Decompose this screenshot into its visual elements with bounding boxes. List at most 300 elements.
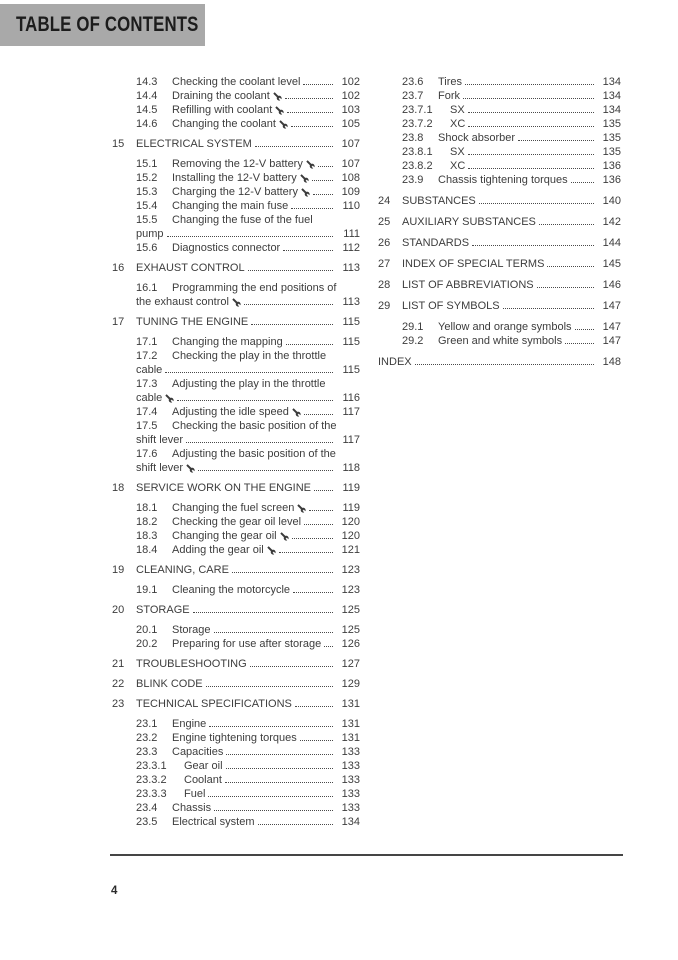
entry-number: 14.3 (136, 76, 158, 88)
entry-number: 15 (112, 138, 125, 150)
toc-entry (112, 199, 360, 213)
entry-number: 23.4 (136, 802, 158, 814)
page-ref: 126 (341, 638, 360, 650)
page-ref: 123 (341, 584, 360, 596)
toc-entry-line (378, 145, 621, 159)
dot-leader (468, 154, 594, 155)
entry-title: ELECTRICAL SYSTEM (136, 138, 252, 150)
toc-entry-line (378, 320, 621, 334)
dot-leader (165, 372, 333, 373)
wrench-icon (186, 464, 195, 473)
entry-number: 23.5 (136, 816, 158, 828)
toc-entry-line (378, 89, 621, 103)
wrench-icon (280, 532, 289, 541)
toc-entry-line (378, 103, 621, 117)
entry-title: Charging the 12-V battery (172, 186, 298, 198)
page-ref: 119 (342, 502, 360, 514)
toc-entry (112, 787, 360, 801)
toc-entry (378, 215, 621, 229)
dot-leader (463, 98, 594, 99)
toc-entry-line (112, 241, 360, 255)
page-ref: 135 (602, 132, 621, 144)
entry-title: Checking the coolant level (172, 76, 301, 88)
dot-leader (468, 168, 594, 169)
dot-leader (468, 126, 594, 127)
entry-number: 23.7.1 (402, 104, 433, 116)
wrench-icon (301, 188, 310, 197)
entry-title: Tires (438, 76, 463, 88)
toc-entry-line (112, 103, 360, 117)
wrench-icon (273, 92, 282, 101)
dot-leader (415, 364, 594, 365)
toc-entry-line (112, 335, 360, 349)
entry-title: Chassis tightening torques (438, 174, 568, 186)
footer-rule (110, 854, 623, 856)
dot-leader (324, 646, 333, 647)
dot-leader (209, 726, 333, 727)
toc-entry-line (112, 515, 360, 529)
page-ref: 123 (341, 564, 360, 576)
entry-number: 14.4 (136, 90, 158, 102)
entry-number: 17.1 (136, 336, 158, 348)
dot-leader (167, 236, 333, 237)
toc-entry-line (378, 75, 621, 89)
toc-entry-line (112, 745, 360, 759)
entry-number: 23 (112, 698, 125, 710)
entry-title: XC (450, 160, 466, 172)
page-ref: 133 (341, 746, 360, 758)
entry-title: Changing the fuse of the fuel (172, 214, 313, 226)
toc-entry-line (112, 447, 360, 461)
entry-title: TUNING THE ENGINE (136, 316, 249, 328)
entry-title: Yellow and orange symbols (438, 321, 572, 333)
page-ref: 109 (341, 186, 360, 198)
entry-number: 20 (112, 604, 125, 616)
page-ref: 134 (602, 76, 621, 88)
entry-number: 22 (112, 678, 125, 690)
toc-entry-line (378, 117, 621, 131)
toc-entry (112, 377, 360, 405)
entry-title: Checking the basic position of the (172, 420, 337, 432)
toc-entry (378, 257, 621, 271)
entry-number: 17.4 (136, 406, 158, 418)
entry-title: BLINK CODE (136, 678, 203, 690)
entry-title: Preparing for use after storage (172, 638, 322, 650)
dot-leader (214, 810, 333, 811)
toc-entry (378, 75, 621, 89)
toc-entry-line (378, 236, 621, 250)
entry-number: 23.1 (136, 718, 158, 730)
entry-number: 24 (378, 195, 391, 207)
entry-title: Refilling with coolant (172, 104, 273, 116)
entry-number: 23.8.2 (402, 160, 433, 172)
dot-leader (244, 304, 333, 305)
dot-leader (226, 768, 333, 769)
dot-leader (472, 245, 594, 246)
entry-number: 19.1 (136, 584, 158, 596)
page-ref: 107 (341, 158, 360, 170)
toc-entry-line (112, 815, 360, 829)
wrench-icon (279, 120, 288, 129)
toc-entry-line (378, 355, 621, 369)
page-ref: 120 (341, 530, 360, 542)
toc-entry-line (112, 677, 360, 691)
toc-column-right (378, 75, 621, 376)
toc-entry (112, 447, 360, 475)
page-ref: 125 (341, 624, 360, 636)
toc-entry-line (112, 75, 360, 89)
toc-entry-line (112, 697, 360, 711)
entry-number: 21 (112, 658, 125, 670)
entry-number: 20.2 (136, 638, 158, 650)
entry-number: 15.1 (136, 158, 158, 170)
toc-entry (112, 815, 360, 829)
toc-entry (378, 236, 621, 250)
entry-number: 17.3 (136, 378, 158, 390)
toc-entry (112, 731, 360, 745)
toc-entry (378, 173, 621, 187)
toc-entry (378, 103, 621, 117)
entry-number: 15.6 (136, 242, 158, 254)
entry-title: Gear oil (184, 760, 223, 772)
entry-number: 16 (112, 262, 125, 274)
dot-leader (283, 250, 333, 251)
toc-column-left (112, 75, 360, 829)
toc-entry (112, 543, 360, 557)
entry-title: Adjusting the idle speed (172, 406, 289, 418)
entry-title: SX (450, 146, 465, 158)
toc-entry-line (112, 583, 360, 597)
toc-entry-line (112, 773, 360, 787)
entry-title: Cleaning the motorcycle (172, 584, 291, 596)
toc-entry (112, 717, 360, 731)
dot-leader (226, 754, 333, 755)
toc-entry (112, 405, 360, 419)
dot-leader (575, 329, 594, 330)
toc-entry-line (112, 171, 360, 185)
dot-leader (214, 632, 333, 633)
dot-leader (255, 146, 333, 147)
toc-entry (112, 117, 360, 131)
toc-entry-line (112, 529, 360, 543)
entry-title-continued: shift lever (136, 462, 184, 474)
page-ref: 148 (602, 356, 621, 368)
entry-number: 23.3.3 (136, 788, 167, 800)
entry-title: Changing the gear oil (172, 530, 277, 542)
wrench-icon (297, 504, 306, 513)
page-ref: 115 (342, 316, 360, 328)
entry-title: INDEX (378, 356, 412, 368)
toc-entry (112, 419, 360, 447)
page-ref: 134 (602, 90, 621, 102)
dot-leader (309, 510, 333, 511)
entry-number: 18.3 (136, 530, 158, 542)
page-ref: 129 (341, 678, 360, 690)
dot-leader (258, 824, 333, 825)
toc-entry-line (112, 213, 360, 227)
toc-entry (112, 335, 360, 349)
dot-leader (208, 796, 333, 797)
toc-entry-line (378, 173, 621, 187)
page-ref: 147 (602, 300, 621, 312)
toc-entry (112, 241, 360, 255)
entry-number: 23.9 (402, 174, 424, 186)
page-ref: 147 (602, 335, 621, 347)
entry-title: Draining the coolant (172, 90, 270, 102)
page-ref: 121 (341, 544, 360, 556)
entry-title: Coolant (184, 774, 222, 786)
dot-leader (295, 706, 333, 707)
page-ref: 107 (341, 138, 360, 150)
page-ref: 127 (341, 658, 360, 670)
toc-entry (112, 697, 360, 711)
page-ref: 145 (602, 258, 621, 270)
entry-title-continued: cable (136, 392, 163, 404)
entry-title: TROUBLESHOOTING (136, 658, 247, 670)
wrench-icon (275, 106, 284, 115)
entry-title: AUXILIARY SUBSTANCES (402, 216, 536, 228)
page-ref: 115 (342, 336, 360, 348)
entry-number: 15.2 (136, 172, 158, 184)
dot-leader (279, 552, 333, 553)
toc-entry (378, 355, 621, 369)
dot-leader (314, 490, 333, 491)
dot-leader (198, 470, 333, 471)
dot-leader (468, 112, 594, 113)
entry-number: 18.4 (136, 544, 158, 556)
toc-entry (112, 515, 360, 529)
entry-title: TECHNICAL SPECIFICATIONS (136, 698, 292, 710)
page-number: 4 (111, 885, 118, 897)
page-title: TABLE OF CONTENTS (16, 13, 199, 36)
entry-number: 14.5 (136, 104, 158, 116)
dot-leader (293, 592, 333, 593)
toc-entry-line (112, 501, 360, 515)
toc-entry-line (112, 623, 360, 637)
toc-entry (112, 637, 360, 651)
entry-number: 23.7.2 (402, 118, 433, 130)
toc-entry-line (378, 159, 621, 173)
toc-entry (112, 75, 360, 89)
toc-entry (112, 261, 360, 275)
toc-entry (378, 299, 621, 313)
dot-leader (251, 324, 333, 325)
dot-leader (250, 666, 333, 667)
page-ref: 102 (341, 90, 360, 102)
page-ref: 135 (602, 118, 621, 130)
toc-entry (112, 103, 360, 117)
page-ref: 133 (341, 760, 360, 772)
toc-entry-line (112, 377, 360, 391)
page-ref: 135 (602, 146, 621, 158)
entry-number: 29 (378, 300, 391, 312)
page-ref: 144 (602, 237, 621, 249)
entry-title: Capacities (172, 746, 224, 758)
page-ref: 136 (602, 160, 621, 172)
entry-title: Installing the 12-V battery (172, 172, 297, 184)
toc-entry-line (112, 481, 360, 495)
page-ref: 134 (602, 104, 621, 116)
entry-title: Engine (172, 718, 207, 730)
page-ref: 133 (341, 802, 360, 814)
toc-entry (112, 677, 360, 691)
toc-entry (112, 501, 360, 515)
toc-entry (112, 157, 360, 171)
entry-number: 27 (378, 258, 391, 270)
toc-entry-line (112, 117, 360, 131)
entry-title: Chassis (172, 802, 212, 814)
entry-number: 19 (112, 564, 125, 576)
toc-entry (378, 159, 621, 173)
toc-entry-line (112, 637, 360, 651)
entry-title: Removing the 12-V battery (172, 158, 303, 170)
toc-entry (112, 137, 360, 151)
toc-entry (112, 185, 360, 199)
toc-entry (112, 563, 360, 577)
toc-entry-line-continued (112, 391, 360, 405)
entry-title: CLEANING, CARE (136, 564, 229, 576)
entry-title: SUBSTANCES (402, 195, 476, 207)
entry-number: 23.8.1 (402, 146, 433, 158)
toc-entry (378, 89, 621, 103)
toc-entry (112, 213, 360, 241)
toc-entry (378, 145, 621, 159)
toc-entry (112, 745, 360, 759)
entry-number: 23.3.2 (136, 774, 167, 786)
page-ref: 113 (342, 262, 360, 274)
page-ref: 116 (342, 392, 360, 404)
page-ref: 131 (341, 732, 360, 744)
entry-number: 18.1 (136, 502, 158, 514)
entry-title-continued: the exhaust control (136, 296, 229, 308)
wrench-icon (267, 546, 276, 555)
toc-entry (112, 657, 360, 671)
toc-entry-line-continued (112, 363, 360, 377)
page-ref: 118 (342, 462, 360, 474)
toc-entry-line (112, 759, 360, 773)
toc-entry-line (112, 261, 360, 275)
wrench-icon (165, 394, 174, 403)
page-ref: 147 (602, 321, 621, 333)
toc-entry (112, 171, 360, 185)
entry-number: 25 (378, 216, 391, 228)
dot-leader (304, 524, 333, 525)
dot-leader (300, 740, 333, 741)
page-ref: 142 (602, 216, 621, 228)
dot-leader (232, 572, 333, 573)
dot-leader (287, 112, 333, 113)
page-ref: 105 (341, 118, 360, 130)
toc-entry-line (112, 199, 360, 213)
dot-leader (313, 194, 333, 195)
wrench-icon (306, 160, 315, 169)
entry-title: Shock absorber (438, 132, 516, 144)
entry-number: 23.6 (402, 76, 424, 88)
dot-leader (479, 203, 594, 204)
entry-title: Checking the play in the throttle (172, 350, 327, 362)
toc-entry-line (378, 131, 621, 145)
toc-entry-line (112, 717, 360, 731)
toc-entry (112, 529, 360, 543)
toc-entry (378, 320, 621, 334)
entry-title: SX (450, 104, 465, 116)
dot-leader (186, 442, 333, 443)
page-ref: 140 (602, 195, 621, 207)
entry-title: STORAGE (136, 604, 190, 616)
entry-title: Diagnostics connector (172, 242, 281, 254)
page-ref: 102 (341, 76, 360, 88)
dot-leader (291, 126, 333, 127)
toc-entry-line-continued (112, 295, 360, 309)
entry-title: Changing the main fuse (172, 200, 289, 212)
entry-title: XC (450, 118, 466, 130)
wrench-icon (300, 174, 309, 183)
page-ref: 120 (341, 516, 360, 528)
entry-number: 23.8 (402, 132, 424, 144)
page-ref: 115 (342, 364, 360, 376)
toc-entry-line-continued (112, 433, 360, 447)
toc-entry-line (112, 787, 360, 801)
toc-entry (112, 315, 360, 329)
dot-leader (225, 782, 333, 783)
entry-title: STANDARDS (402, 237, 470, 249)
entry-title: Engine tightening torques (172, 732, 297, 744)
dot-leader (248, 270, 333, 271)
page-ref: 117 (342, 406, 360, 418)
toc-entry (378, 117, 621, 131)
entry-number: 16.1 (136, 282, 158, 294)
toc-entry-line (378, 194, 621, 208)
entry-title: Checking the gear oil level (172, 516, 302, 528)
entry-title: Storage (172, 624, 211, 636)
toc-entry-line (112, 315, 360, 329)
page-header (0, 4, 205, 46)
entry-title: Programming the end positions of (172, 282, 337, 294)
toc-entry-line (112, 89, 360, 103)
dot-leader (193, 612, 333, 613)
toc-entry-line (112, 657, 360, 671)
entry-number: 23.2 (136, 732, 158, 744)
dot-leader (304, 414, 333, 415)
toc-entry (112, 801, 360, 815)
toc-entry-line (112, 801, 360, 815)
page-ref: 117 (342, 434, 360, 446)
page-ref: 125 (341, 604, 360, 616)
page-ref: 133 (341, 788, 360, 800)
entry-title: EXHAUST CONTROL (136, 262, 245, 274)
entry-number: 23.3.1 (136, 760, 167, 772)
toc-entry-line (378, 334, 621, 348)
toc-entry-line (378, 278, 621, 292)
toc-entry-line (112, 281, 360, 295)
entry-title-continued: shift lever (136, 434, 184, 446)
dot-leader (547, 266, 594, 267)
page-ref: 119 (342, 482, 360, 494)
dot-leader (292, 538, 333, 539)
toc-entry-line-continued (112, 461, 360, 475)
toc-entry-line (112, 349, 360, 363)
dot-leader (291, 208, 333, 209)
entry-number: 28 (378, 279, 391, 291)
toc-entry (112, 773, 360, 787)
dot-leader (571, 182, 594, 183)
entry-number: 18 (112, 482, 125, 494)
dot-leader (539, 224, 594, 225)
page-ref: 103 (341, 104, 360, 116)
entry-number: 17.2 (136, 350, 158, 362)
toc-entry-line (112, 563, 360, 577)
entry-title: INDEX OF SPECIAL TERMS (402, 258, 545, 270)
